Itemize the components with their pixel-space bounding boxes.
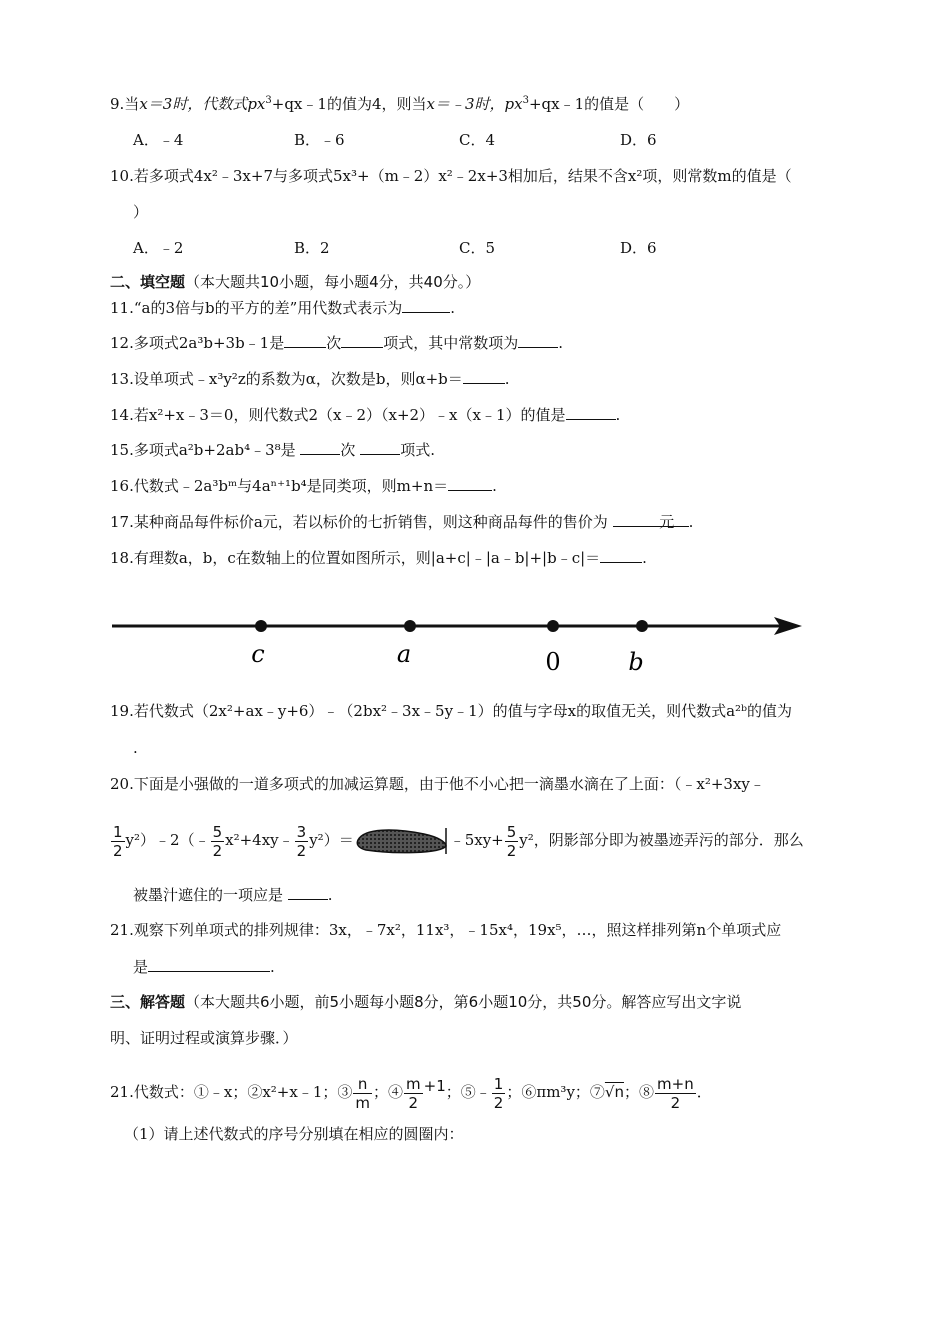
q9-text-7: +qx﹣1的值是（ ） — [528, 95, 690, 113]
q14: 14.若x²+x﹣3＝0，则代数式2（x﹣2）（x+2）﹣x（x﹣1）的值是 . — [110, 406, 621, 424]
q11: 11.“a的3倍与b的平方的差”用代数式表示为 . — [110, 299, 456, 317]
label-zero: 0 — [545, 648, 561, 676]
q9-option-d[interactable]: D．6 — [620, 131, 657, 149]
q9-text-3: px — [247, 95, 266, 113]
q17-blank[interactable] — [613, 512, 689, 531]
q12-blank-1[interactable] — [284, 333, 326, 348]
q10-stem-cont: ） — [133, 203, 149, 221]
point-zero — [547, 620, 559, 632]
q9-text-4: +qx﹣1的值为4，则当 — [271, 95, 427, 113]
q20-frac-1: $\frac{1}{2}$ — [113, 822, 123, 860]
q20-line-1: 20.下面是小强做的一道多项式的加减运算题，由于他不小心把一滴墨水滴在了上面：（﹣x²+3xy﹣ — [110, 775, 765, 793]
q10-option-b[interactable]: B．2 — [294, 239, 330, 257]
q18-blank[interactable] — [600, 548, 642, 563]
q15-text-2: 次 — [340, 441, 356, 459]
q9-option-c[interactable]: C．4 — [459, 131, 496, 149]
q20-text-b3: y²）＝ — [309, 831, 354, 849]
q19-cont: . — [133, 739, 138, 757]
q10-option-d[interactable]: D．6 — [620, 239, 657, 257]
q9-text-5: x＝﹣3时， — [426, 95, 505, 113]
q18-text: 18.有理数a，b，c在数轴上的位置如图所示，则|a+c|﹣|a﹣b|+|b﹣c|＝ — [110, 549, 601, 567]
q21b-sub-1: （1）请上述代数式的序号分别填在相应的圆圈内： — [124, 1125, 464, 1143]
q17-text: 17.某种商品每件标价a元，若以标价的七折销售，则这种商品每件的售价为 — [110, 513, 608, 531]
point-c — [255, 620, 267, 632]
q20-blank[interactable] — [288, 885, 328, 900]
q16-blank[interactable] — [448, 476, 492, 491]
q21b-frac-3: $\frac{1}{2}$ — [493, 1074, 504, 1112]
q21b-frac-2: $\frac{m}{2}$ — [406, 1074, 421, 1112]
q14-blank[interactable] — [566, 405, 616, 420]
q11-answer-blank[interactable] — [402, 298, 450, 313]
q19 — [110, 701, 792, 721]
q21b-end: ． — [696, 1083, 712, 1101]
q20-text-b1: y²）﹣2（﹣ — [125, 831, 210, 849]
section-3-title: 三、解答题 — [110, 993, 186, 1011]
section-3-heading — [110, 992, 741, 1012]
q17-unit: 元 — [659, 513, 675, 531]
q9-text-1: 9.当 — [110, 95, 140, 113]
q21b-text-e: ；⑧ — [624, 1083, 655, 1101]
q15 — [110, 440, 435, 460]
q12-blank-2[interactable] — [341, 333, 383, 348]
q21a-blank[interactable] — [148, 957, 270, 972]
q15-text-3: 项式. — [400, 441, 435, 459]
q21a-line-1: 21.观察下列单项式的排列规律：3x，﹣7x²，11x³，﹣15x⁴，19x⁵，…，照这样排列第n个单项式应 — [110, 921, 782, 939]
q15-blank-2[interactable] — [360, 440, 400, 455]
q21b-text-a: 21.代数式：①﹣x；②x²+x﹣1；③ — [110, 1083, 353, 1101]
q18: 18.有理数a，b，c在数轴上的位置如图所示，则|a+c|﹣|a﹣b|+|b﹣c|＝ . — [110, 549, 647, 567]
q16-text: 16.代数式﹣2a³bᵐ与4aⁿ⁺¹b⁴是同类项，则m+n＝ — [110, 477, 449, 495]
section-2-heading — [110, 272, 480, 292]
q21a-text: 是 — [133, 958, 149, 976]
label-b: b — [628, 648, 644, 676]
q21b-frac-4: $\frac{m+n}{2}$ — [657, 1074, 694, 1112]
section-3-note-2: 明、证明过程或演算步骤．） — [110, 1029, 298, 1047]
q21b-plus-one: +1 — [423, 1077, 446, 1095]
q13-text: 13.设单项式﹣x³y²z的系数为α，次数是b，则α+b＝ — [110, 370, 463, 388]
q21b-sqrt: √n — [604, 1083, 624, 1101]
ink-blot-icon — [354, 826, 450, 856]
q20-frac-2: $\frac{5}{2}$ — [212, 822, 223, 860]
q11-text: 11.“a的3倍与b的平方的差”用代数式表示为 — [110, 299, 403, 317]
q14-text: 14.若x²+x﹣3＝0，则代数式2（x﹣2）（x+2）﹣x（x﹣1）的值是 — [110, 406, 566, 424]
number-line — [0, 600, 950, 690]
q21b-text-b: ；④ — [373, 1083, 404, 1101]
q19-text: 19.若代数式（2x²+ax﹣y+6）﹣（2bx²﹣3x﹣5y﹣1）的值与字母x的取值无关，则代数式a²ᵇ的值为 — [110, 702, 793, 720]
q21b-line — [110, 1068, 712, 1112]
q21b-frac-1: $\frac{n}{m}$ — [355, 1074, 370, 1112]
q16: 16.代数式﹣2a³bᵐ与4aⁿ⁺¹b⁴是同类项，则m+n＝ . — [110, 477, 497, 495]
section-2-note: （本大题共10小题，每小题4分，共40分。） — [185, 273, 481, 291]
q20-frac-3: $\frac{3}{2}$ — [296, 822, 307, 860]
q20-text-b2: x²+4xy﹣ — [225, 831, 294, 849]
q21b-text-d: ；⑥πm³y；⑦ — [506, 1083, 605, 1101]
q12-blank-3[interactable] — [518, 333, 558, 348]
q15-text-1: 15.多项式a²b+2ab⁴﹣3⁸是 — [110, 441, 296, 459]
q20-line-3: 被墨汁遮住的一项应是 . — [133, 886, 333, 904]
point-a — [404, 620, 416, 632]
q13: 13.设单项式﹣x³y²z的系数为α，次数是b，则α+b＝ . — [110, 370, 510, 388]
label-a: a — [396, 640, 412, 668]
q20-text-c: 被墨汁遮住的一项应是 — [133, 886, 284, 904]
q9-stem: 9.当x＝3时，代数式$px^3+qx﹣1$的值为4，则当x＝﹣3时，$px^3+qx﹣1$的值是（ ） — [110, 95, 690, 113]
q20-text-b5: y²，阴影部分即为被墨迹弄污的部分．那么 — [519, 831, 804, 849]
q12-text-1: 12.多项式2a³b+3b﹣1是 — [110, 334, 285, 352]
point-b — [636, 620, 648, 632]
q9-text-6: px — [504, 95, 523, 113]
q12-text-2: 次 — [326, 334, 342, 352]
q21b-neg: ﹣ — [475, 1083, 491, 1101]
q15-blank-1[interactable] — [300, 440, 340, 455]
q20-text-b4: ﹣5xy+ — [449, 831, 504, 849]
q17: 17.某种商品每件标价a元，若以标价的七折销售，则这种商品每件的售价为 元 . — [110, 513, 694, 531]
q20-line-2 — [110, 822, 804, 860]
q12: 12.多项式2a³b+3b﹣1是 次 项式，其中常数项为 . — [110, 334, 564, 352]
q20-frac-4: $\frac{5}{2}$ — [506, 822, 517, 860]
section-3-note: （本大题共6小题，前5小题每小题8分，第6小题10分，共50分。解答应写出文字说 — [185, 993, 742, 1011]
q9-option-a[interactable]: A．﹣4 — [133, 131, 184, 149]
q12-text-3: 项式，其中常数项为 — [383, 334, 519, 352]
q9-text-2: x＝3时，代数式 — [139, 95, 248, 113]
label-c: c — [251, 640, 265, 668]
q13-blank[interactable] — [463, 369, 505, 384]
q10-option-a[interactable]: A．﹣2 — [133, 239, 184, 257]
q9-option-b[interactable]: B．﹣6 — [294, 131, 345, 149]
q10-stem: 10.若多项式4x²﹣3x+7与多项式5x³+（m﹣2）x²﹣2x+3相加后，结果不含x²项，则常数m的值是（ — [110, 167, 792, 185]
q21b-text-c: ；⑤ — [445, 1083, 476, 1101]
section-2-title: 二、填空题 — [110, 273, 186, 291]
q21a-line-2: 是 . — [133, 958, 275, 976]
q10-option-c[interactable]: C．5 — [459, 239, 496, 257]
